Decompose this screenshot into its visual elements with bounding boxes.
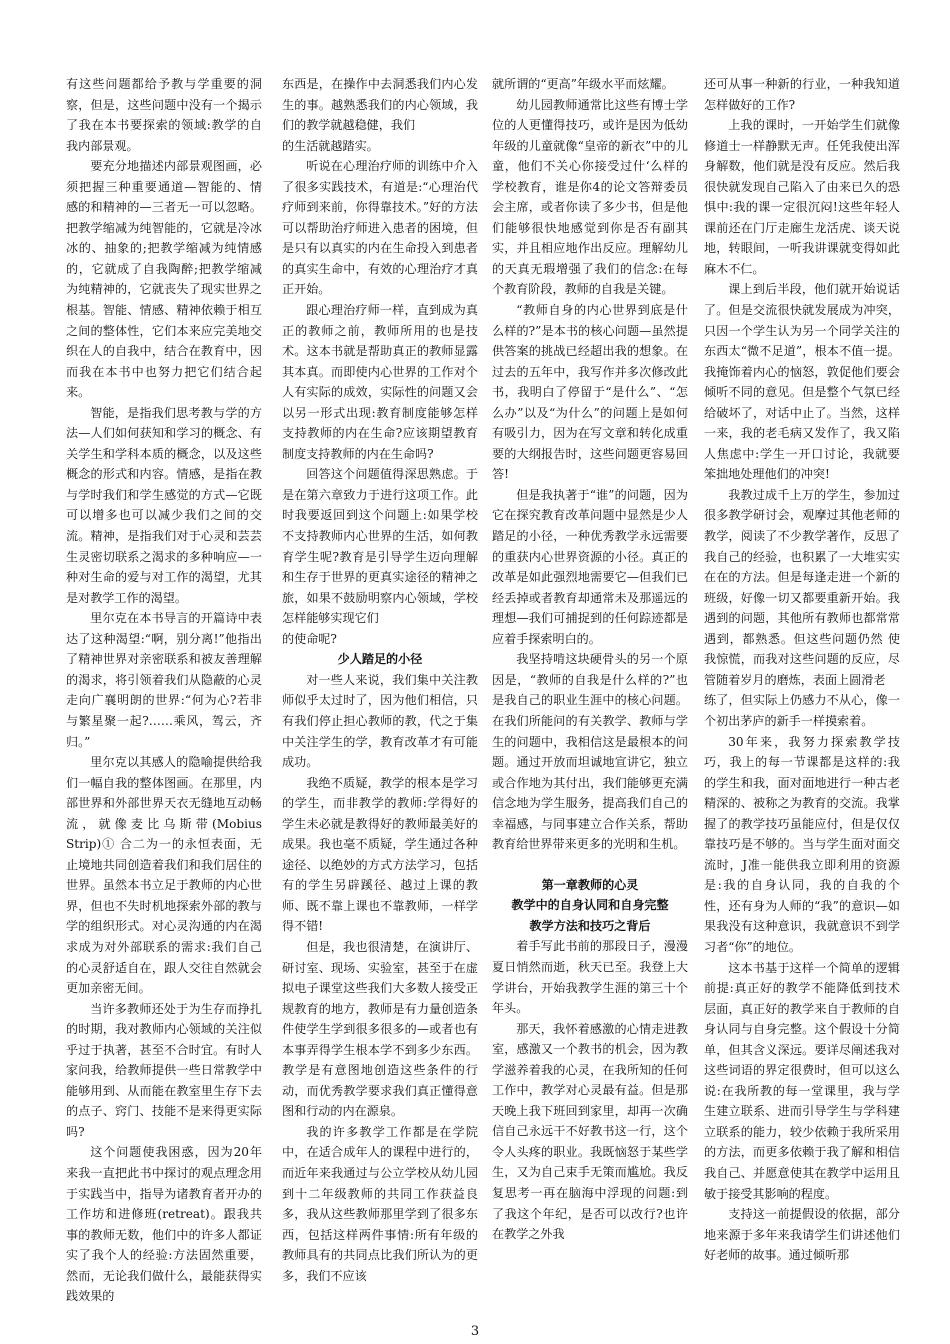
text-column-3 <box>492 74 688 1308</box>
section-heading: 教学方法和技巧之背后 <box>529 918 651 933</box>
paragraph: 当许多教师还处于为生存而挣扎的时期，我对教师内心领域的关注似乎过于执著，甚至不合时宜。有时人家问我，给教师提供一些日常教学中能够用到、从而能在教室里生存下去的点子、窍门、技能不是来得更实际吗? <box>66 1001 262 1139</box>
paragraph: 但是，我也很清楚，在演讲厅、研讨室、现场、实验室，甚至于在虚拟电子课堂这些我们大多数人接受正规教育的地方，教师是有力量创造条件使学生学到很多很多的—或者也有本事弄得学生根本学不到多少东西。教学是有意图地创造这些条件的行动，而优秀教学要求我们真正懂得意图和行动的内在源泉。 <box>282 939 478 1119</box>
paragraph: 上我的课时，一开始学生们就像修道士一样静默无声。任凭我使出浑身解数，他们就是没有反应。然后我很快就发现自己陷入了由来已久的恐惧中:我的课一定很沉闷!这些年轻人课前还在门厅走廊生龙活虎、谈天说地，转眼间，一听我讲课就变得如此麻木不仁。 <box>704 118 900 276</box>
section-heading: 教学中的自身认同和自身完整 <box>511 898 669 913</box>
paragraph: 但是我执著于“谁”的问题，因为它在探究教育改革问题中显然是少人踏足的小径，一种优秀教学永远需要的重获内心世界资源的小径。真正的改革是如此强烈地需要它—但我们已经丢掉或者教育却通常未及那遥远的理想—我们可捕捉到的任何踪迹都是应着手探索明白的。 <box>492 487 688 646</box>
paragraph: 回答这个问题值得深思熟虑。于是在第六章致力于进行这项工作。此时我要返回到这个问题上:如果学校不支持教师内心世界的生活，如何教育学生呢?教育是引导学生迈向理解和生存于世界的更真实途径的精神之旅，如果不鼓励明察内心领域，学校怎样能够实现它们 <box>282 467 478 626</box>
paragraph: 支持这一前提假设的依据，部分地来源于多年来我请学生们讲述他们好老师的故事。通过倾听那 <box>704 1207 900 1263</box>
text-column-1 <box>66 74 262 1308</box>
section-heading: 少人踏足的小径 <box>337 652 423 667</box>
paragraph: 那天，我怀着感激的心情走进教室，感激又一个教书的机会，因为教学滋养着我的心灵，在我所知的任何工作中，教学对心灵最有益。但是那天晚上我下班回到家里，却再一次确信自己永远干不好教书这一行，这个令人头疼的职业。我既恼怒于某些学生，又为自己束手无策而尴尬。我反复思考一再在脑海中浮现的问题:到了我这个年纪，是否可以改行?也许在教学之外我 <box>492 1021 688 1242</box>
paragraph: 智能，是指我们思考教与学的方法—人们如何获知和学习的概念、有关学生和学科本质的概念，以及这些概念的形式和内容。情感，是指在教与学时我们和学生感觉的方式—它既可以增多也可以减少我们之间的交流。精神，是指我们对于心灵和芸芸生灵密切联系之渴求的多种响应—一种对生命的爱与对工作的渴望，尤其是对教学工作的渴望。 <box>66 405 262 605</box>
paragraph: 幼儿园教师通常比这些有博士学位的人更懂得技巧，或许是因为低幼年级的儿童就像“皇帝的新衣”中的儿童，他们不关心你接受过什‘么样的学校教育，谁是你4的论文答辩委员会主席，或者你读了多少书，但是他们能够很快地感觉到你是否有副其实，并且相应地作出反应。理解幼儿的天真无瑕增强了我们的信念:在每个教育阶段，教师的自我是关键。 <box>492 97 688 297</box>
paragraph: 就所谓的“更高”年级水平而炫耀。 <box>492 77 674 91</box>
paragraph: 里尔克以其感人的隐喻提供给我们一幅自我的整体图画。在那里，内部世界和外部世界天衣无缝地互动畅流，就像麦比乌斯带(Mobius Strip)① 合二为一的永恒表面，无止境地共同创造着我们和我们居住的世界。虽然本书立足于教师的内心世界，但也不失时机地探索外部的教与学的组织形式。对心灵沟通的内在渴求成为对外部联系的需求:我们自己的心灵舒适自在，跟人交往自然就会更加亲密无间。 <box>66 755 262 996</box>
paragraph: 的生活就越踏实。 <box>282 138 379 153</box>
text-column-2 <box>282 74 478 1308</box>
paragraph: 里尔克在本书导言的开篇诗中表达了这种渴望:“啊，别分离!”他指出了精神世界对亲密联系和被友善理解的渴求，将引领着我们从隐蔽的心灵走向广襄明朗的世界:“何为心?若非与繁星聚一起?……乘风，驾云，齐归。” <box>66 611 262 749</box>
paragraph: 的使命呢? <box>282 631 337 646</box>
paragraph: 我的许多教学工作都是在学院中，在适合成年人的课程中进行的，而近年来我通过与公立学校从幼儿园到十二年级教师的共同工作获益良 多，我从这些教师那里学到了很多东西，包括这样两件事情:所有年级的教师具有的共同点比我们所认为的更多，我们不应该 <box>282 1124 478 1283</box>
paragraph: 要充分地描述内部景观图画，必须把握三种重要通道—智能的、情 感的和精神的—三者无一可以忽略。把教学缩减为纯智能的，它就是冷冰冰的、抽象的;把教学缩减为纯情感的，它就成了自我陶醉;把教学缩减为纯精神的，它就丧失了现实世界之根基。智能、情感、精神依赖于相互之间的整体性，它们本来应完美地交织在人的自我中，结合在教育中，因而我在本书中也努力把它们结合起来。 <box>66 159 262 400</box>
paragraph: 我教过成千上万的学生，参加过很多教学研讨会，观摩过其他老师的教学，阅读了不少教学著作，反思了我自己的经验，也积累了一大堆实实在在的方法。但是每逢走进一个新的班级，好像一切又都要重新开始。我遇到的问题，其他所有教师也都常常遇到，都熟悉。但这些问题仍然 使我惊慌，而我对这些问题的反应，尽管随着岁月的磨炼，表面上圆滑老 <box>704 487 900 687</box>
paragraph: 课上到后半段，他们就开始说话了。但是交流很快就发展成为冲突，只因一个学生认为另一个同学关注的东西太“微不足道”，根本不值一提。我掩饰着内心的恼怒，敦促他们要会倾听不同的意见。但是整个气氛已经给破坏了，对话中止了。当然，这样一来，我的老毛病又发作了，我又陷人焦虑中:学生一开口讨论，我就要笨拙地处理他们的冲突! <box>704 282 900 482</box>
paragraph: 跟心理治疗师一样，直到成为真正的教师之前，教师所用的也是技术。这本书就是帮助真正的教师显露其本真。而即使内心世界的工作对个人有实际的成效，实际性的问题又会以另一形式出现:教育制度能够怎样支持教师的内在生命?应该期望教育制度支持教师的内在生命吗? <box>282 303 478 461</box>
paragraph: 我坚持啃这块硬骨头的另一个原因是，“教师的自我是什么样的?”也是我自己的职业生涯中的核心问题。在我们所能问的有关教学、教师与学生的问题中，我相信这是最根本的问题。通过开放而坦诚地宣讲它，独立或合作地为其付出，我们能够更充满信念地为学生服务，提高我们自己的幸福感，与同事建立合作关系，帮助教育给世界带来更多的光明和生机。 <box>492 652 688 852</box>
paragraph: 有这些问题都给予教与学重要的洞察，但是，这些问题中没有一个揭示了我在本书要探索的领域:教学的自我内部景观。 <box>66 77 262 153</box>
text-column-4 <box>704 74 900 1308</box>
page-number: 3 <box>470 1324 480 1339</box>
paragraph: 对一些人来说，我们集中关注教师似乎太过时了，因为他们相信，只有我们停止担心教师的教，代之于集中关注学生的学，教育改革才有可能成功。 <box>282 672 478 770</box>
paragraph: 东西是，在操作中去洞悉我们内心发生的事。越熟悉我们的内心领域，我们的教学就越稳健，我们 <box>282 77 478 133</box>
paragraph: 着手写此书前的那段日子，漫漫夏日悄然而逝，秋天已至。我登上大学讲台，开始我教学生涯的第三十个年头。 <box>492 939 688 1016</box>
paragraph: 30年来，我努力探索教学技巧，我上的每一节课都是这样的:我的学生和我，面对面地进行一种古老精深的、被称之为教育的交流。我掌握了的教学技巧虽能应付，但是仅仅靠技巧是不够的。当与学生面对面交流时，J准一能供我立即利用的资源是:我的自身认同，我的自我的个性，还有身为人师的“我”的意识—如果我没有这种意识，我就意识不到学习者“你”的地位。 <box>704 734 900 954</box>
paragraph: 我绝不质疑，教学的根本是学习的学生，而非教学的教师:学得好的学生未必就是教得好的教师最美好的成果。我也毫不质疑，学生通过各种途径、以绝妙的方式方法学习，包括有的学生另辟蹊径、越过上课的教师、既不靠上课也不靠教师，一样学得不错! <box>282 775 478 934</box>
section-heading: 第一章教师的心灵 <box>541 877 639 892</box>
paragraph: 这本书基于这样一个简单的逻辑前提:真正好的教学不能降低到技术层面，真正好的教学来自于教师的自身认同与自身完整。这个假设十分简单，但其含义深远。要详尽阐述我对这些词语的界定很费时，但可以这么说:在我所教的每一堂课里，我与学生建立联系、进而引导学生与学科建立联系的能力，较少依赖于我所采用的方法，而更多依赖于我了解和相信我自己、并愿意使其在教学中运用且敏于接受其影响的程度。 <box>704 960 900 1201</box>
paragraph: 还可从事一种新的行业，一种我知道怎样做好的工作? <box>704 77 900 112</box>
paragraph: 练了，但实际上仍感力不从心，像一个初出茅庐的新手一样摸索着。 <box>704 693 900 728</box>
paragraph: 这个问题使我困惑，因为20年来我一直把此书中探讨的观点理念用于实践当中，指导为诸教育者开办的工作坊和进修班(retreat)。跟我共事的教师无数，他们中的许多人都证实了我个人的经验:方法固然重要，然而，无论我们做什么，最能获得实践效果的 <box>66 1145 262 1304</box>
paragraph: “教师自身的内心世界到底是什么样的?”是本书的核心问题—虽然提供答案的挑战已经超出我的想象。在过去的五年中，我写作并多次修改此书，我明白了停留于“是什么”、“怎么办”以及“为什么”的问题上是如何有吸引力，因为在写文章和转化成重要的大纲报告时，这些问题更容易回答! <box>492 303 688 482</box>
paragraph: 听说在心理治疗师的训练中介入了很多实践技术，有道是:“心理治代疗师到来前，你得靠技术。”好的方法可以帮助治疗师进入患者的困境，但是只有以真实的内在生命投入到患者的真实生命中，有效的心理治疗才真正开始。 <box>282 159 478 297</box>
